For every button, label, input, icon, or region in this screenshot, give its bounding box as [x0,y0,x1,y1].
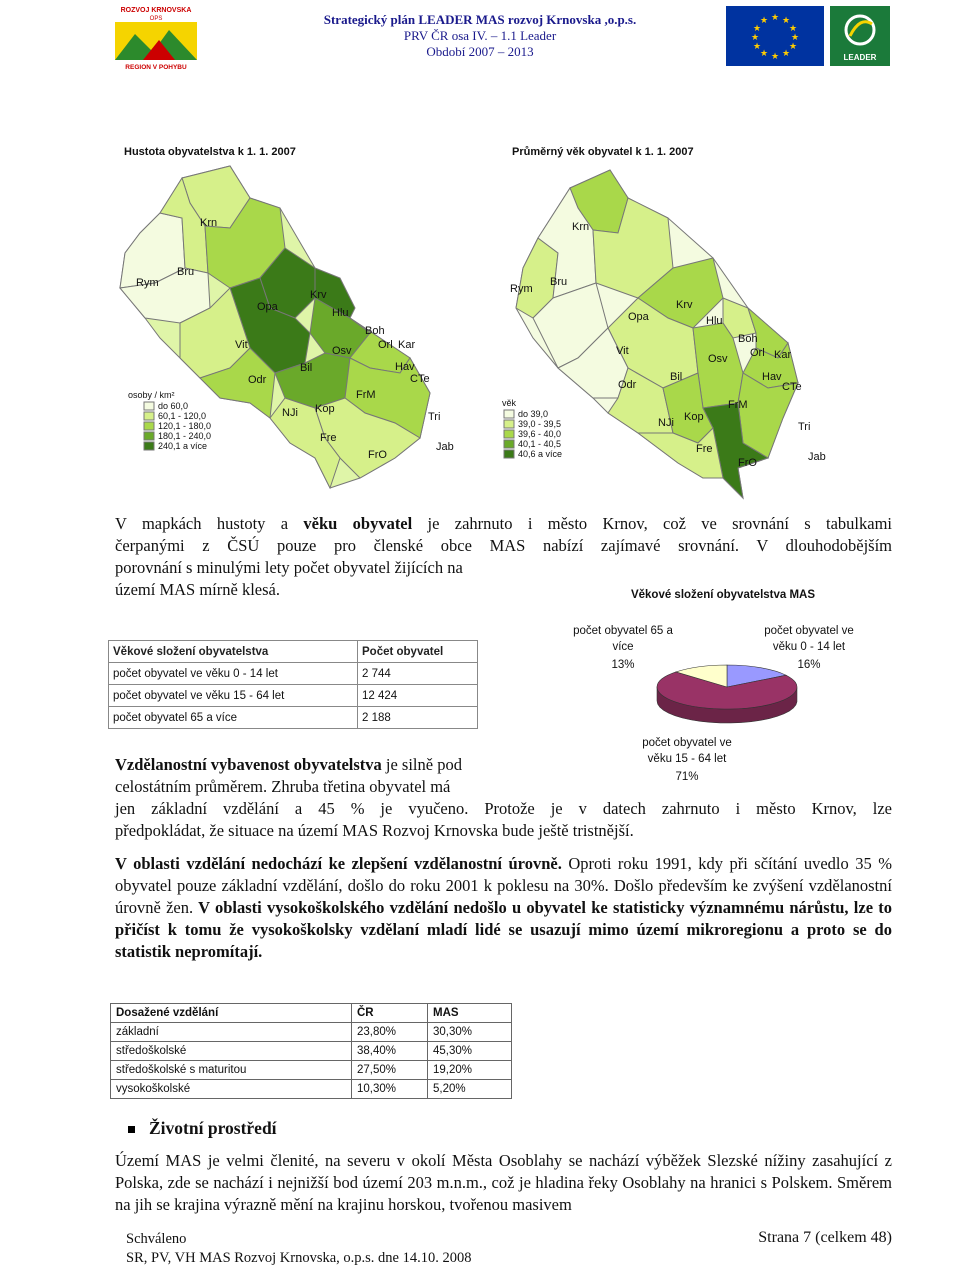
table-row [109,663,478,685]
map2-label-krv: Krv [676,299,693,311]
age-table-cell: 12 424 [358,685,478,707]
map1-label-boh: Boh [365,325,385,337]
edu-table-header: ČR [352,1004,428,1023]
map2-label-orl: Orl [750,347,765,359]
map1-label-hav: Hav [395,361,415,373]
p3-text-bold-a: V oblasti vzdělání nedochází ke zlepšení vzdělanostní úrovně. [115,854,562,873]
edu-table-cell: 19,20% [428,1061,512,1080]
map2-label-frm: FrM [728,399,748,411]
map2-label-hav: Hav [762,371,782,383]
map2-label-osv: Osv [708,353,728,365]
map1-label-kop: Kop [315,403,335,415]
map1-label-krn: Krn [200,217,218,229]
pie-title: Věkové složení obyvatelstva MAS [630,589,816,601]
map2-label-kop: Kop [684,411,704,423]
map2-label-fre: Fre [696,443,713,455]
svg-text:★: ★ [750,33,760,43]
edu-table-cell: základní [111,1023,352,1042]
p1-text-c: je zahrnuto i město Krnov, což ve srovnání s tabulkami [412,514,893,533]
p2-text-a: je silně pod [381,755,462,774]
header-subtitle: PRV ČR osa IV. – 1.1 Leader [403,28,557,43]
edu-table-cell: 38,40% [352,1042,428,1061]
map1-label-osv: Osv [332,345,352,357]
edu-table-cell: 23,80% [352,1023,428,1042]
map2-label-nji: NJi [658,417,674,429]
map2-label-fro: FrO [738,457,757,469]
table-row [111,1023,512,1042]
map2-label-kar: Kar [774,349,792,361]
age-structure-table [108,640,478,729]
bullet-icon [128,1126,135,1133]
section-heading [128,1118,277,1139]
svg-text:★: ★ [752,24,762,34]
age-table-cell: 2 744 [358,663,478,685]
p2-line-3: jen základní vzdělání a 45 % je vyučeno. Protože je v datech zahrnuto i město Krnov, lze [115,799,892,818]
age-map [498,158,858,503]
document-header [240,12,720,60]
table-header-row [109,641,478,663]
svg-text:★: ★ [759,49,769,59]
pie-label-0-14-line1: počet obyvatel ve [764,625,854,637]
table-header-row [111,1004,512,1023]
p1-line-3: porovnání s minulými lety počet obyvatel žijících na [115,558,463,577]
p3-text-bold-c: V oblasti vysokoškolského vzdělání nedošlo u obyvatel ke statisticky významnému nárůstu, lze to přičíst k tomu že vysokoškolsky vzdělaní mladí lidé se usazují mimo území mikroregionu a proto se do statistik nepromítají. [115,898,893,961]
logo-text-ops: OPS [149,16,163,22]
edu-table-cell: 30,30% [428,1023,512,1042]
map2-label-bru: Bru [550,276,568,288]
edu-table-cell: středoškolské [111,1042,352,1061]
age-table-cell: počet obyvatel ve věku 0 - 14 let [109,663,358,685]
p2-line-2: celostátním průměrem. Zhruba třetina obyvatel má [115,777,451,796]
table-row [111,1061,512,1080]
map2-label-opa: Opa [628,311,649,323]
pie-label-0-14-pct: 16% [797,659,821,671]
map2-label-bil: Bil [670,371,683,383]
map1-label-kar: Kar [398,339,416,351]
mas-logo [113,4,199,72]
edu-table-cell: vysokoškolské [111,1080,352,1099]
pie-label-15-64-line1: počet obyvatel ve [642,737,732,749]
pie-label-0-14-line2: věku 0 - 14 let [772,641,846,653]
table-row [111,1042,512,1061]
paragraph-education-trend [115,853,892,963]
map2-label-boh: Boh [738,333,758,345]
pie-label-65-pct: 13% [611,659,635,671]
leader-logo-text: LEADER [843,53,877,62]
map1-label-tri: Tri [428,411,441,423]
map2-label-jab: Jab [808,451,826,463]
edu-table-header: MAS [428,1004,512,1023]
footer-approval [126,1230,471,1268]
pie-label-65-line1: počet obyvatel 65 a [573,625,673,637]
map1-label-hlu: Hlu [332,307,349,319]
map2-label-rym: Rym [510,283,533,295]
map1-legend-item: do 60,0 [158,401,189,411]
map-age-title: Průměrný věk obyvatel k 1. 1. 2007 [512,146,694,158]
map2-label-vit: Vit [616,345,629,357]
map2-legend [502,398,562,459]
map1-label-fre: Fre [320,432,337,444]
p1-line-2: čerpanými z ČSÚ pouze pro členské obce MAS nabízí zajímavé srovnání. V dlouhodobějším [115,536,892,555]
map1-label-orl: Orl [378,339,393,351]
edu-table-cell: 27,50% [352,1061,428,1080]
map1-label-odr: Odr [248,374,267,386]
edu-table-cell: středoškolské s maturitou [111,1061,352,1080]
svg-text:★: ★ [790,33,800,43]
svg-text:★: ★ [770,52,780,62]
table-row [109,707,478,729]
svg-text:★: ★ [788,42,798,52]
edu-table-cell: 5,20% [428,1080,512,1099]
logo-text-bottom: REGION V POHYBU [125,64,187,71]
pie-slices [657,665,797,723]
p1-text-a: V mapkách hustoty a [115,514,304,533]
map2-legend-item: 39,0 - 39,5 [518,419,562,429]
map2-label-odr: Odr [618,379,637,391]
map1-legend-item: 120,1 - 180,0 [158,421,212,431]
p2-line-4: předpokládat, že situace na území MAS Rozvoj Krnovska bude ještě tristnější. [115,821,634,840]
p2-text-bold: Vzdělanostní vybavenost obyvatelstva [115,755,382,774]
map2-legend-item: do 39,0 [518,409,549,419]
section-heading-text: Životní prostředí [149,1118,277,1138]
map1-label-frm: FrM [356,389,376,401]
age-table-cell: 2 188 [358,707,478,729]
svg-text:★: ★ [788,24,798,34]
header-period: Období 2007 – 2013 [426,44,534,59]
map1-legend-title: osoby / km² [128,390,175,400]
svg-text:★: ★ [770,13,780,23]
density-map [110,158,480,503]
age-table-header-count: Počet obyvatel [362,645,444,658]
map1-label-cte: CTe [410,373,430,385]
footer-approval-detail: SR, PV, VH MAS Rozvoj Krnovska, o.p.s. dne 14.10. 2008 [126,1250,472,1266]
map1-label-vit: Vit [235,339,248,351]
table-row [111,1080,512,1099]
eu-flag-icon [726,6,824,66]
map1-label-krv: Krv [310,289,327,301]
map2-label-tri: Tri [798,421,811,433]
map1-legend [128,390,211,451]
map1-label-jab: Jab [436,441,454,453]
p3-text-b: Oproti roku 1991, kdy při sčítání uvedlo 35 % obyvatel pouze základní vzdělání, došlo do roku 2001 k poklesu na 30%. Došlo především ke zvýšení vzdělanostní úrovně žen. [115,854,892,917]
edu-table-header: Dosažené vzdělání [111,1004,352,1023]
map1-label-bru: Bru [177,266,195,278]
map2-label-cte: CTe [782,381,802,393]
header-title: Strategický plán LEADER MAS rozvoj Krnovska ,o.p.s. [323,12,637,27]
map2-legend-item: 40,1 - 40,5 [518,439,562,449]
footer-approved-label: Schváleno [126,1231,187,1247]
paragraph-environment: Území MAS je velmi členité, na severu v okolí Města Osoblahy se nachází výběžek Slezské nížiny zasahující z Polska, zde se nachází i nejnižší bod území 203 m.n.m., což je hladina řeky Osoblahy na hranici s Polskem. Směrem na jih se krajina výrazně mění na krajinu horskou, tvořenou masivem [115,1151,892,1214]
map2-legend-title: věk [502,398,517,408]
map-density-title: Hustota obyvatelstva k 1. 1. 2007 [124,146,296,158]
map2-label-hlu: Hlu [706,315,723,327]
age-table-cell: počet obyvatel 65 a více [109,707,358,729]
svg-text:★: ★ [781,49,791,59]
map2-label-krn: Krn [572,221,590,233]
map1-label-nji: NJi [282,407,298,419]
map1-legend-item: 180,1 - 240,0 [158,431,212,441]
edu-table-cell: 10,30% [352,1080,428,1099]
svg-text:★: ★ [752,42,762,52]
p1-line-4: území MAS mírně klesá. [115,580,280,599]
map1-label-opa: Opa [257,301,278,313]
map2-legend-item: 39,6 - 40,0 [518,429,562,439]
age-table-cell: počet obyvatel ve věku 15 - 64 let [109,685,358,707]
map1-legend-item: 240,1 a více [158,441,208,451]
svg-text:★: ★ [759,16,769,26]
pie-label-15-64-line2: věku 15 - 64 let [647,753,727,765]
map1-label-fro: FrO [368,449,387,461]
pie-label-65-line2: více [612,641,634,653]
leader-logo [830,6,890,66]
svg-text:★: ★ [781,16,791,26]
edu-table-cell: 45,30% [428,1042,512,1061]
map1-label-rym: Rym [136,277,159,289]
footer-page-number: Strana 7 (celkem 48) [758,1229,892,1246]
education-table [110,1003,512,1099]
table-row [109,685,478,707]
age-table-header-category: Věkové složení obyvatelstva [113,645,269,658]
logo-text-top: ROZVOJ KRNOVSKA [120,7,192,14]
map2-legend-item: 40,6 a více [518,449,563,459]
paragraph-education [115,754,892,842]
p1-text-bold: věku obyvatel [303,514,413,533]
map1-legend-item: 60,1 - 120,0 [158,411,207,421]
map1-label-bil: Bil [300,362,313,374]
pie-label-15-64-pct: 71% [675,771,699,783]
